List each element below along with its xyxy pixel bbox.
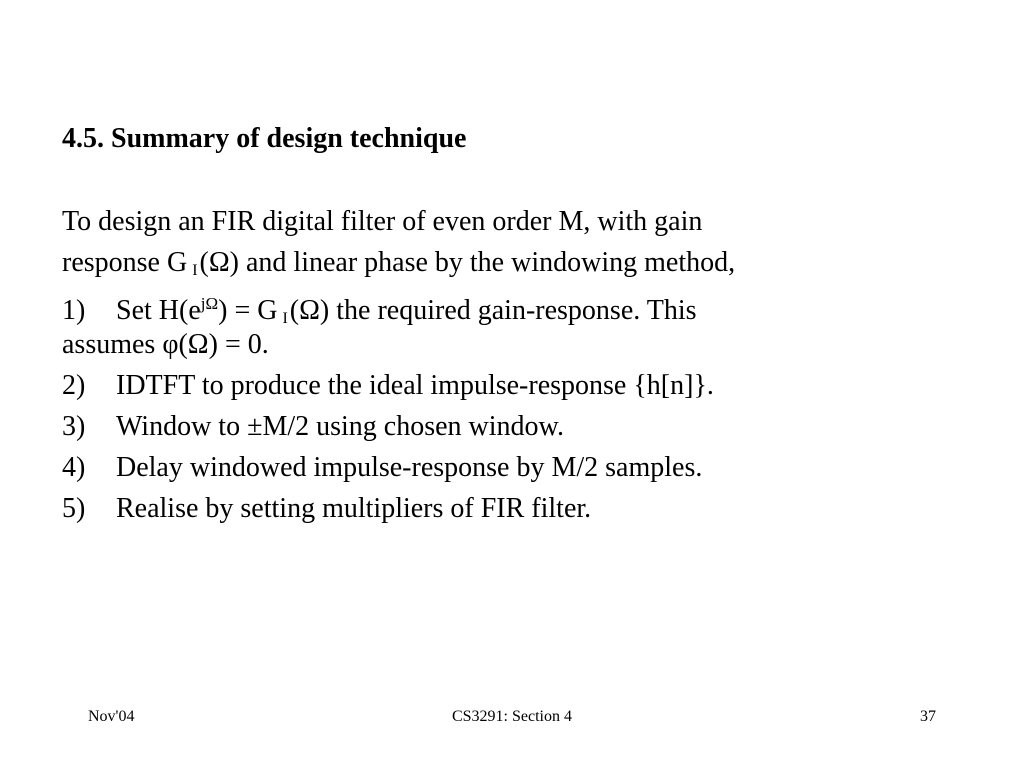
intro-text-2b: (Ω) and linear phase by the windowing method, <box>199 247 736 278</box>
body-text <box>62 201 962 529</box>
step-1-superscript: jΩ <box>200 294 219 313</box>
step-1-text-b: ) = G <box>218 295 278 326</box>
step-1-subscript: I <box>282 310 288 327</box>
step-5 <box>62 488 962 529</box>
step-3 <box>62 406 962 447</box>
step-1-text-c: (Ω) the required gain-response. This <box>289 295 697 326</box>
step-5-text: Realise by setting multipliers of FIR filter. <box>116 493 592 524</box>
step-4 <box>62 447 962 488</box>
step-4-number: 4) <box>62 452 86 483</box>
step-1-continuation <box>62 324 962 365</box>
intro-text-1: To design an FIR digital filter of even order M, with gain <box>62 206 703 237</box>
step-2-number: 2) <box>62 370 86 401</box>
footer-date: Nov'04 <box>88 708 135 725</box>
step-1 <box>62 283 962 327</box>
step-2-text: IDTFT to produce the ideal impulse-response {h[n]}. <box>116 370 714 401</box>
step-4-text: Delay windowed impulse-response by M/2 samples. <box>116 452 703 483</box>
intro-subscript: I <box>192 262 198 279</box>
step-2 <box>62 365 962 406</box>
step-3-text: Window to ±M/2 using chosen window. <box>116 411 564 442</box>
step-1-number: 1) <box>62 295 86 326</box>
step-3-number: 3) <box>62 411 86 442</box>
intro-text-2a: response G <box>62 247 188 278</box>
step-5-number: 5) <box>62 493 86 524</box>
intro-line-1 <box>62 201 962 242</box>
footer-page-number: 37 <box>920 708 936 725</box>
step-1-cont-text: assumes φ(Ω) = 0. <box>62 329 269 360</box>
footer-course: CS3291: Section 4 <box>451 708 572 725</box>
slide-heading: 4.5. Summary of design technique <box>62 123 467 154</box>
intro-line-2 <box>62 242 962 283</box>
step-1-text-a: Set H(e <box>116 295 201 326</box>
